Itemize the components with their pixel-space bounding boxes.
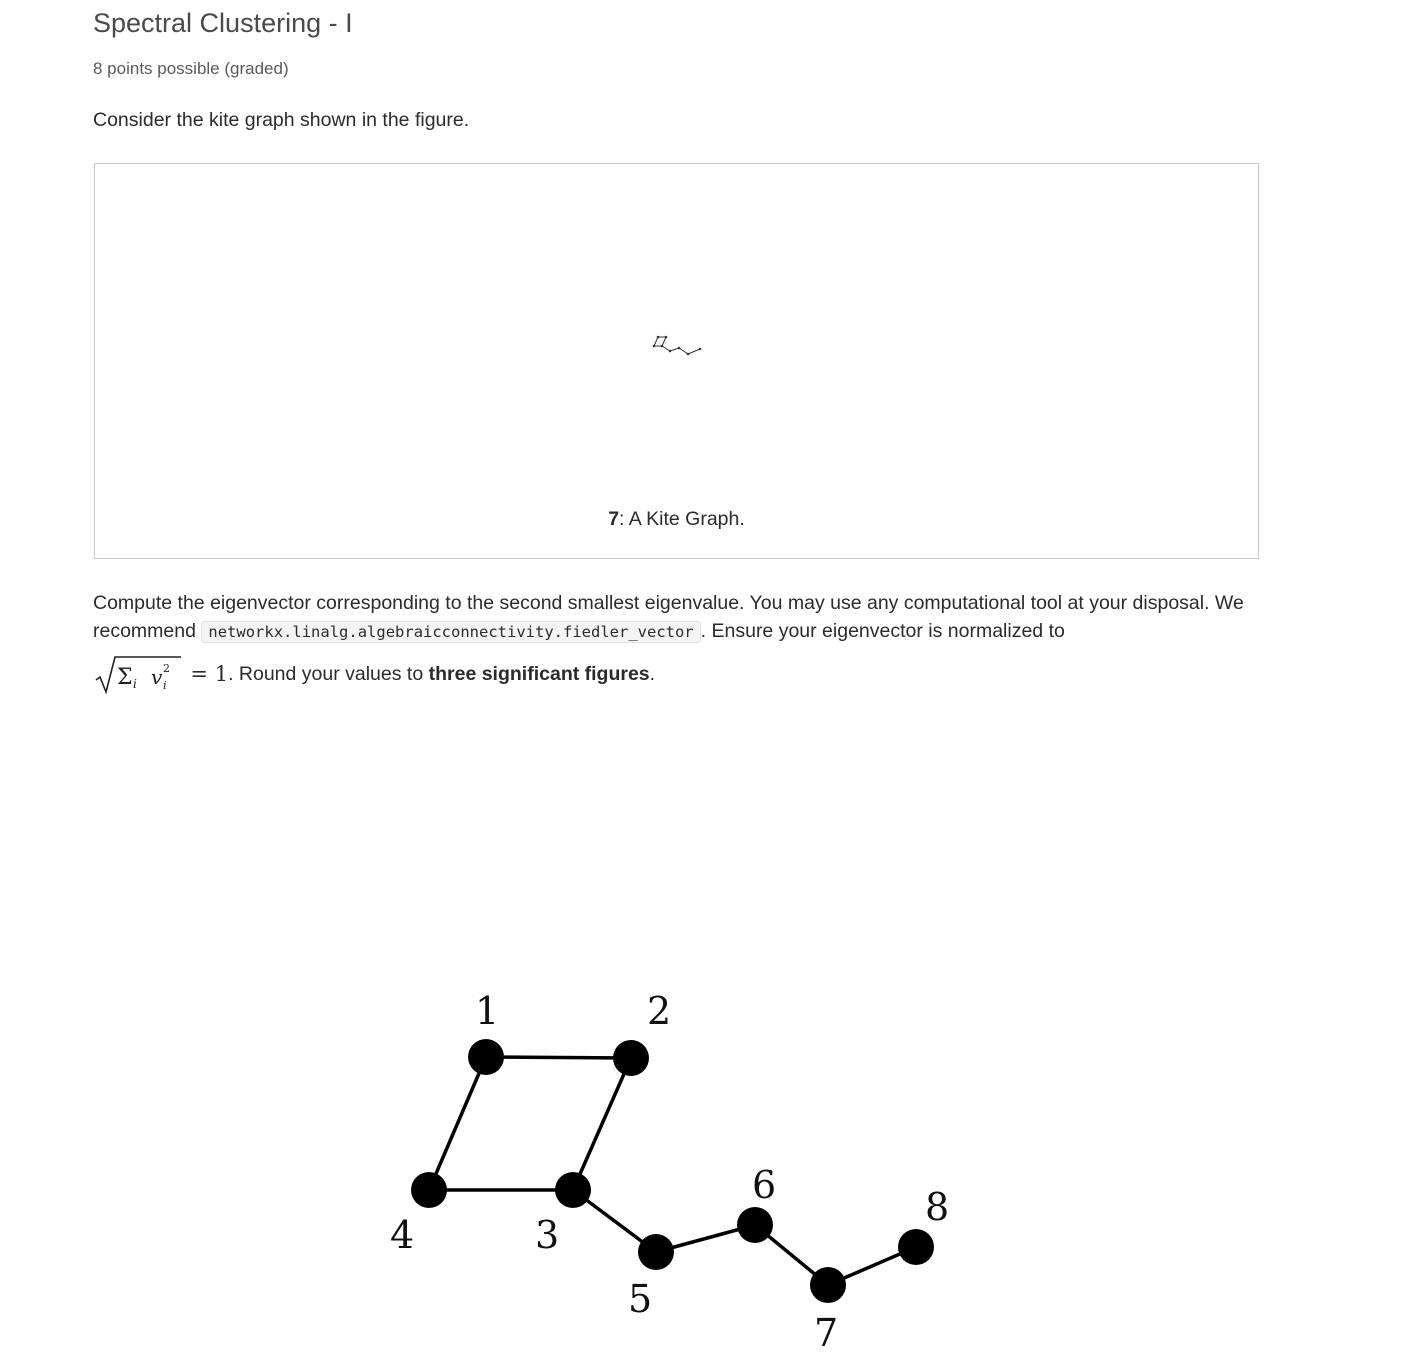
node-8 — [898, 1229, 934, 1265]
node-3 — [555, 1172, 591, 1208]
node-label-7: 7 — [814, 1311, 839, 1355]
node-6 — [737, 1207, 773, 1243]
formula-equals-one: = 1 — [190, 662, 229, 686]
figure-number: 7 — [608, 508, 620, 530]
svg-text:v: v — [151, 665, 163, 689]
node-label-5: 5 — [628, 1277, 653, 1321]
node-label-3: 3 — [535, 1213, 560, 1257]
node-label-6: 6 — [752, 1163, 777, 1207]
instructions-sentence-2: . Ensure your eigenvector is normalized to — [700, 620, 1065, 642]
kite-graph-figure — [380, 985, 960, 1355]
figure-container — [94, 163, 1259, 559]
svg-text:i: i — [133, 677, 137, 691]
significant-figures-emphasis: three significant figures — [428, 663, 650, 685]
node-label-8: 8 — [925, 1185, 950, 1229]
figure-caption — [95, 508, 1258, 531]
edge-2-3 — [573, 1058, 631, 1190]
points-possible: 8 points possible (graded) — [93, 59, 289, 78]
node-1 — [468, 1039, 504, 1075]
svg-text:i: i — [163, 679, 167, 692]
node-5 — [638, 1234, 674, 1270]
svg-text:2: 2 — [163, 662, 170, 675]
sqrt-sum-formula — [93, 654, 185, 694]
figure-caption-text: : A Kite Graph. — [619, 508, 745, 530]
edge-1-2 — [486, 1057, 631, 1058]
svg-text:Σ: Σ — [117, 665, 133, 690]
instructions-paragraph — [93, 589, 1265, 690]
edge-1-4 — [429, 1057, 486, 1190]
instructions-sentence-1: Compute the eigenvector corresponding to the second smallest eigenvalue. You may use any computational tool at your disposal. We recommend — [93, 592, 1244, 642]
node-2 — [613, 1040, 649, 1076]
node-7 — [810, 1267, 846, 1303]
node-label-1: 1 — [475, 989, 500, 1033]
code-snippet: networkx.linalg.algebraicconnectivity.fiedler_vector — [201, 621, 700, 643]
node-label-2: 2 — [647, 989, 672, 1033]
node-4 — [411, 1172, 447, 1208]
instructions-sentence-3-end: . — [649, 663, 656, 685]
instructions-sentence-3: . Round your values to — [228, 663, 424, 685]
problem-title: Spectral Clustering - I — [93, 8, 353, 38]
node-label-4: 4 — [390, 1213, 415, 1257]
normalization-line — [93, 654, 1265, 690]
problem-intro: Consider the kite graph shown in the figure. — [93, 109, 470, 131]
kite-graph-thumbnail — [652, 332, 707, 364]
